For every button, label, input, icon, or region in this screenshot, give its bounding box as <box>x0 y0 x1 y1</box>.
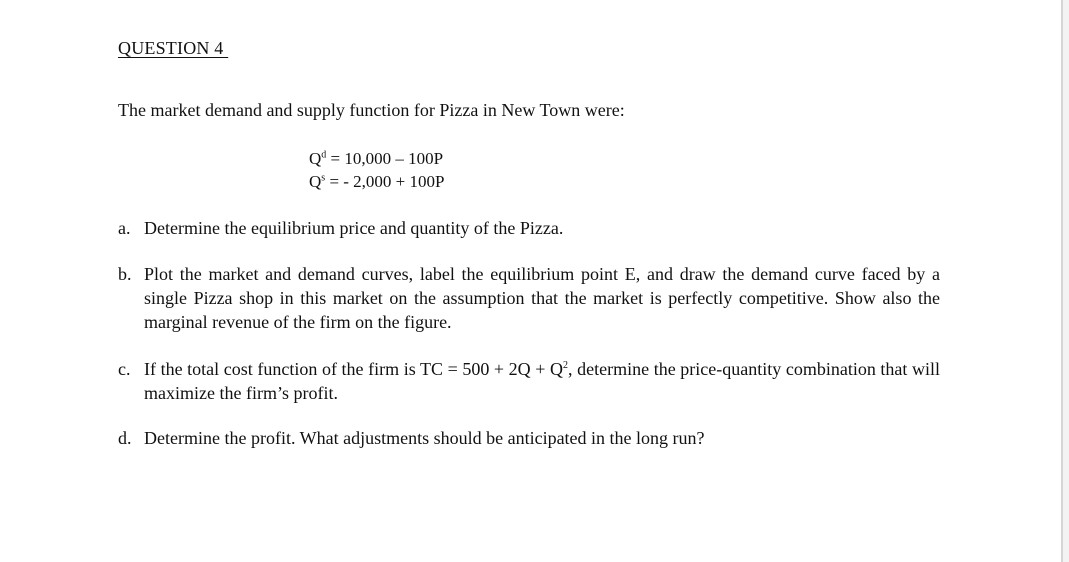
item-a-text: Determine the equilibrium price and quantity of the Pizza. <box>144 218 564 238</box>
demand-sup: d <box>321 149 327 161</box>
demand-equation <box>309 149 443 169</box>
page-edge-divider <box>1061 0 1063 562</box>
item-a-label: a. <box>118 218 131 238</box>
item-d-text: Determine the profit. What adjustments should be anticipated in the long run? <box>144 428 705 448</box>
item-d <box>118 426 940 450</box>
item-b-label: b. <box>118 264 132 284</box>
item-c-text-after: , determine the price-quantity combination that will maximize the firm’s profit. <box>144 359 941 403</box>
item-d-label: d. <box>118 428 132 448</box>
supply-sup: s <box>321 172 326 184</box>
item-b <box>118 262 940 334</box>
item-c-text-before: If the total cost function of the firm is TC = 500 + 2Q + Q <box>144 359 564 379</box>
item-c-sup: 2 <box>563 360 569 371</box>
supply-rhs: = - 2,000 + 100P <box>325 172 445 191</box>
item-c-label: c. <box>118 359 131 379</box>
scrollbar-track[interactable] <box>1063 0 1069 562</box>
item-b-text: Plot the market and demand curves, label the equilibrium point E, and draw the demand curve faced by a single Pizza shop in this market on the assumption that the market is perfectly competitive. Show also the marginal revenue of the firm on the figure. <box>144 264 940 332</box>
demand-var: Q <box>309 149 322 168</box>
question-heading: QUESTION 4 <box>118 38 229 58</box>
item-c-text <box>144 357 940 405</box>
item-a <box>118 216 940 240</box>
item-c <box>118 357 940 405</box>
supply-var: Q <box>309 172 322 191</box>
intro-text: The market demand and supply function for Pizza in New Town were: <box>118 100 625 120</box>
supply-equation <box>309 172 444 192</box>
demand-rhs: = 10,000 – 100P <box>326 149 444 168</box>
